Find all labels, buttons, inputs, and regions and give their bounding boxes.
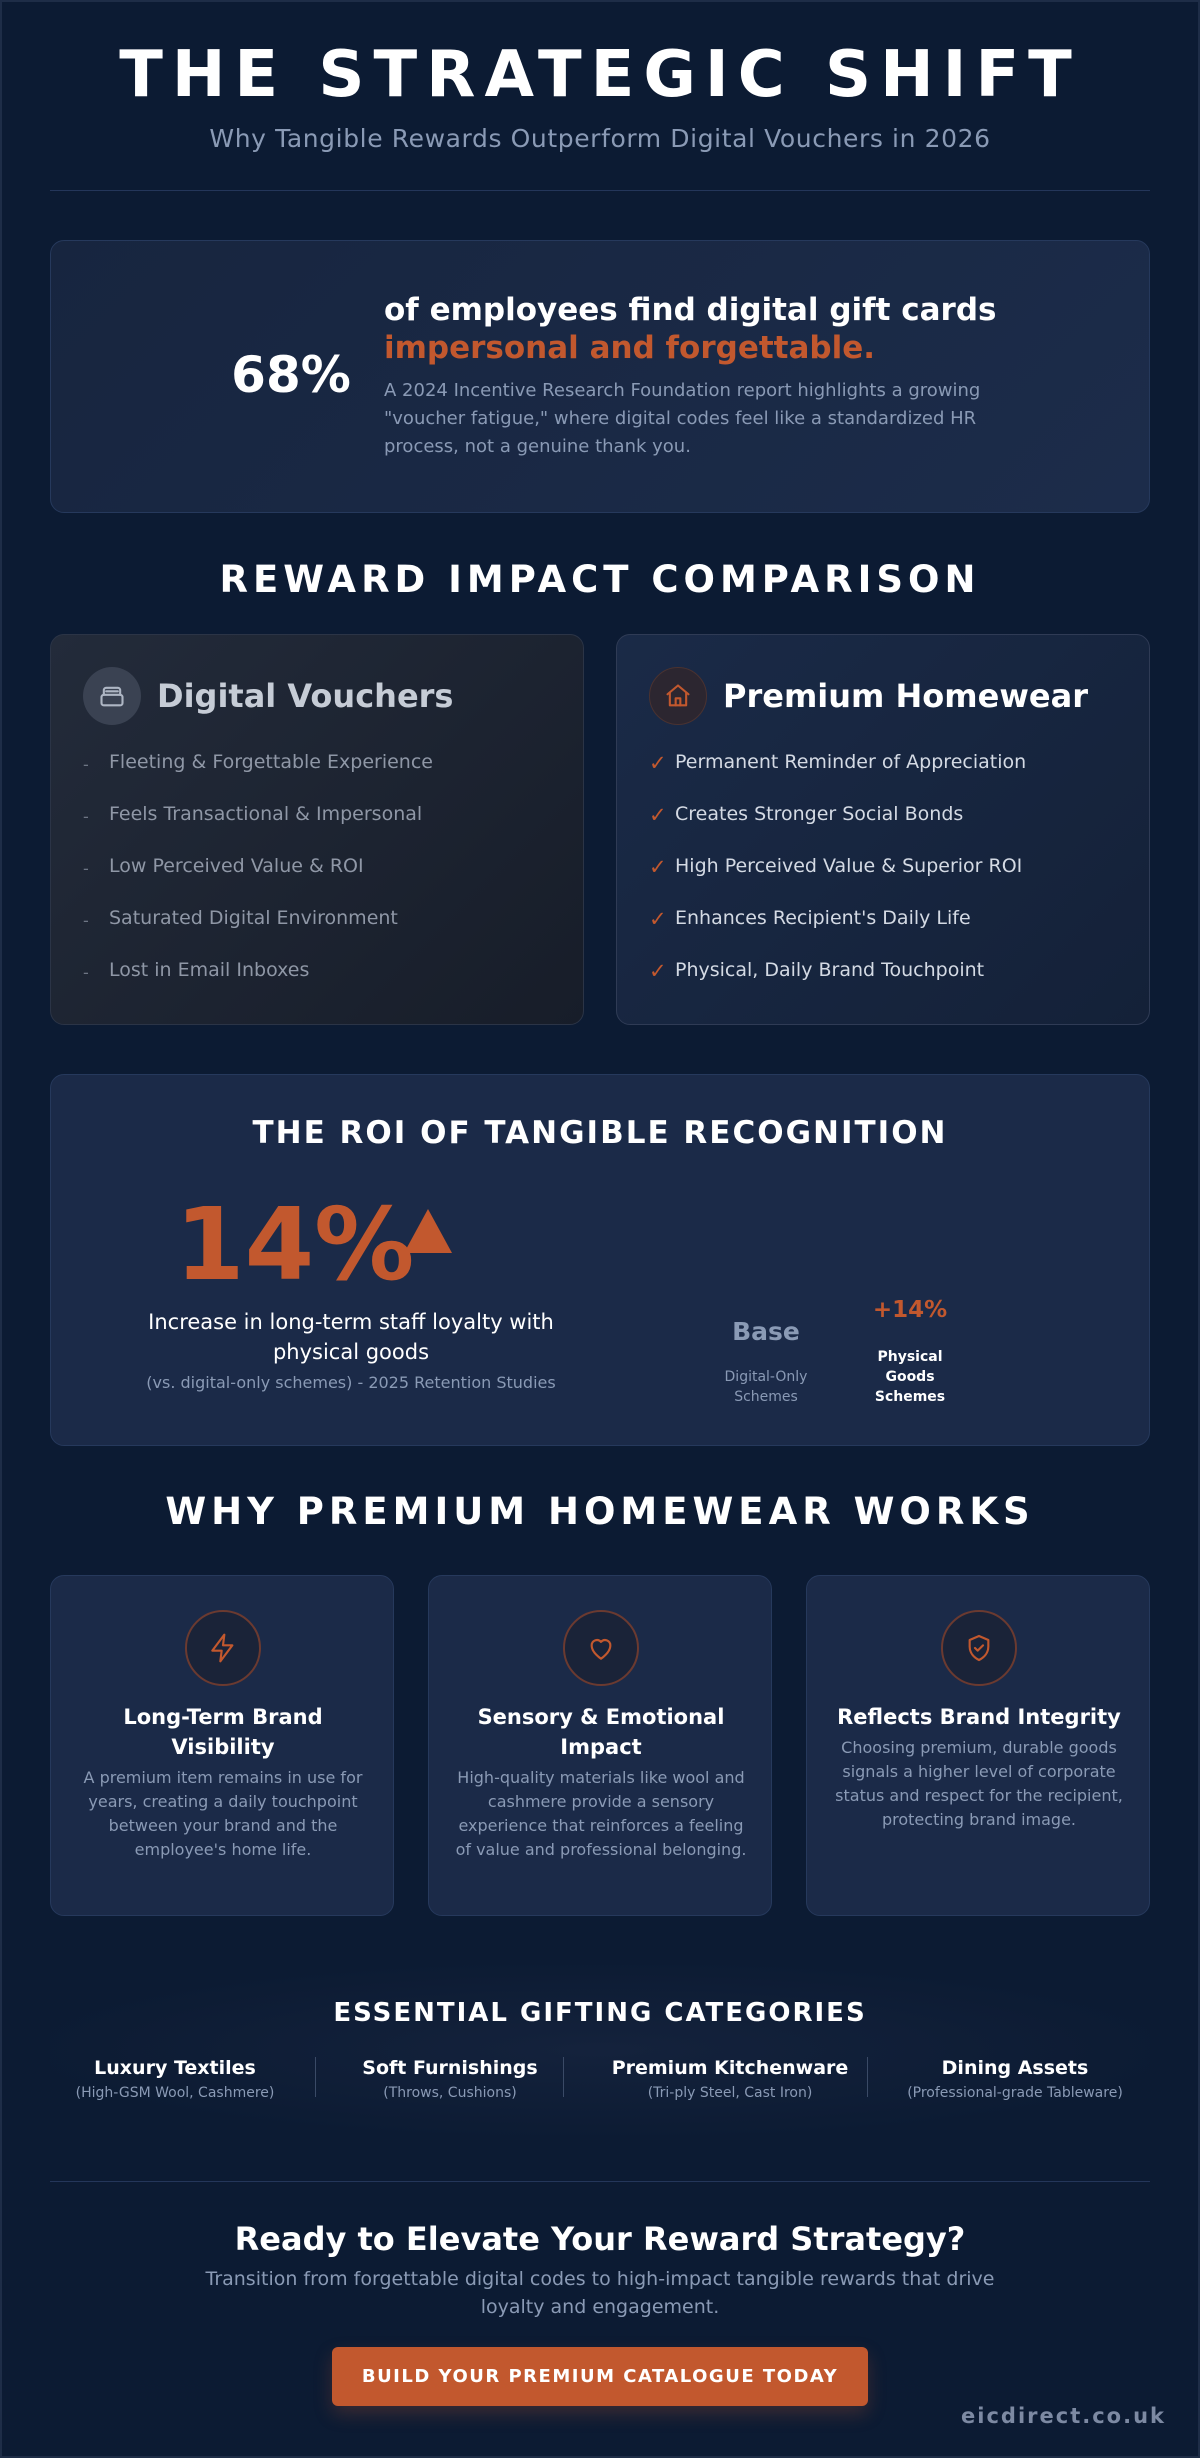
category-divider <box>867 2057 868 2097</box>
cta-title: Ready to Elevate Your Reward Strategy? <box>234 2220 966 2258</box>
check-icon: ✓ <box>649 907 667 931</box>
up-arrow-icon <box>404 1209 452 1253</box>
list-item: ✓ Permanent Reminder of Appreciation <box>649 751 1027 775</box>
categories-section <box>50 1965 1150 2135</box>
lightning-icon <box>185 1610 261 1686</box>
dash-icon: - <box>83 911 89 930</box>
roi-title: THE ROI OF TANGIBLE RECOGNITION <box>252 1115 948 1151</box>
shield-check-icon <box>941 1610 1017 1686</box>
premium-homewear-card <box>616 634 1150 1025</box>
base-label: Base <box>732 1317 800 1346</box>
page-title: THE STRATEGIC SHIFT <box>119 38 1081 112</box>
roi-card <box>50 1074 1150 1446</box>
comparison-section-title: REWARD IMPACT COMPARISON <box>219 558 981 601</box>
category-item: Dining Assets (Professional-grade Tableware) <box>907 2057 1123 2101</box>
roi-big-number: 14% <box>175 1186 415 1303</box>
inbox-icon <box>83 667 141 725</box>
stat-highlight: impersonal and forgettable. <box>384 330 876 366</box>
why-card-title: Long-Term Brand Visibility <box>123 1705 323 1759</box>
why-card <box>50 1575 394 1916</box>
why-card-text: A premium item remains in use for years, creating a daily touchpoint between your brand and the employee's home life. <box>83 1768 363 1859</box>
check-icon: ✓ <box>649 855 667 879</box>
roi-caption: Increase in long-term staff loyalty with physical goods <box>148 1310 554 1364</box>
stat-headline: of employees find digital gift cards <box>384 292 997 328</box>
dash-icon: - <box>83 755 89 774</box>
why-section-title: WHY PREMIUM HOMEWEAR WORKS <box>165 1490 1035 1533</box>
list-item: ✓ Physical, Daily Brand Touchpoint <box>649 959 985 983</box>
stat-number: 68% <box>231 346 351 404</box>
heart-icon <box>563 1610 639 1686</box>
digital-vouchers-title: Digital Vouchers <box>157 677 454 715</box>
dash-icon: - <box>83 807 89 826</box>
category-item: Luxury Textiles (High-GSM Wool, Cashmere) <box>75 2057 275 2101</box>
physical-category: Physical Goods Schemes <box>874 1349 946 1405</box>
cta-text: Transition from forgettable digital codes to high-impact tangible rewards that drive loyalty and engagement. <box>205 2268 995 2318</box>
digital-vouchers-card <box>50 634 584 1025</box>
header-divider <box>50 190 1150 191</box>
why-card-text: High-quality materials like wool and cashmere provide a sensory experience that reinforces a feeling of value and professional belonging. <box>455 1768 747 1859</box>
list-item: - Lost in Email Inboxes <box>83 959 310 982</box>
why-card <box>806 1575 1150 1916</box>
why-card <box>428 1575 772 1916</box>
roi-source: (vs. digital-only schemes) - 2025 Retention Studies <box>146 1373 556 1392</box>
category-item: Premium Kitchenware (Tri-ply Steel, Cast Iron) <box>611 2057 849 2101</box>
page-subtitle: Why Tangible Rewards Outperform Digital Vouchers in 2026 <box>209 124 991 153</box>
check-icon: ✓ <box>649 803 667 827</box>
list-item: ✓ High Perceived Value & Superior ROI <box>649 855 1023 879</box>
premium-homewear-list <box>649 751 1026 1011</box>
dash-icon: - <box>83 859 89 878</box>
list-item: - Saturated Digital Environment <box>83 907 398 930</box>
stat-card <box>50 240 1150 513</box>
category-item: Soft Furnishings (Throws, Cushions) <box>362 2057 538 2101</box>
build-catalogue-button[interactable]: BUILD YOUR PREMIUM CATALOGUE TODAY <box>332 2347 868 2406</box>
dash-icon: - <box>83 963 89 982</box>
cta-divider <box>50 2181 1150 2182</box>
check-icon: ✓ <box>649 959 667 983</box>
stat-description: A 2024 Incentive Research Foundation report highlights a growing "voucher fatigue," where digital codes feel like a standardized HR process, not a genuine thank you. <box>384 380 981 457</box>
digital-vouchers-list <box>83 751 433 1011</box>
list-item: - Feels Transactional & Impersonal <box>83 803 423 826</box>
list-item: ✓ Creates Stronger Social Bonds <box>649 803 964 827</box>
list-item: - Fleeting & Forgettable Experience <box>83 751 433 774</box>
why-card-title: Reflects Brand Integrity <box>837 1705 1121 1729</box>
check-icon: ✓ <box>649 751 667 775</box>
header <box>0 38 1200 153</box>
list-item: - Low Perceived Value & ROI <box>83 855 364 878</box>
category-divider <box>563 2057 564 2097</box>
why-card-title: Sensory & Emotional Impact <box>477 1705 725 1759</box>
categories-title: ESSENTIAL GIFTING CATEGORIES <box>333 1998 867 2028</box>
base-category: Digital-Only Schemes <box>724 1369 808 1405</box>
list-item: ✓ Enhances Recipient's Daily Life <box>649 907 971 931</box>
increase-label: +14% <box>872 1297 948 1323</box>
stat-body <box>384 291 1044 461</box>
footer-url[interactable]: eicdirect.co.uk <box>961 2404 1166 2428</box>
category-divider <box>315 2057 316 2097</box>
why-card-text: Choosing premium, durable goods signals a higher level of corporate status and respect for the recipient, protecting brand image. <box>835 1738 1123 1829</box>
home-icon <box>649 667 707 725</box>
premium-homewear-title: Premium Homewear <box>723 677 1088 715</box>
